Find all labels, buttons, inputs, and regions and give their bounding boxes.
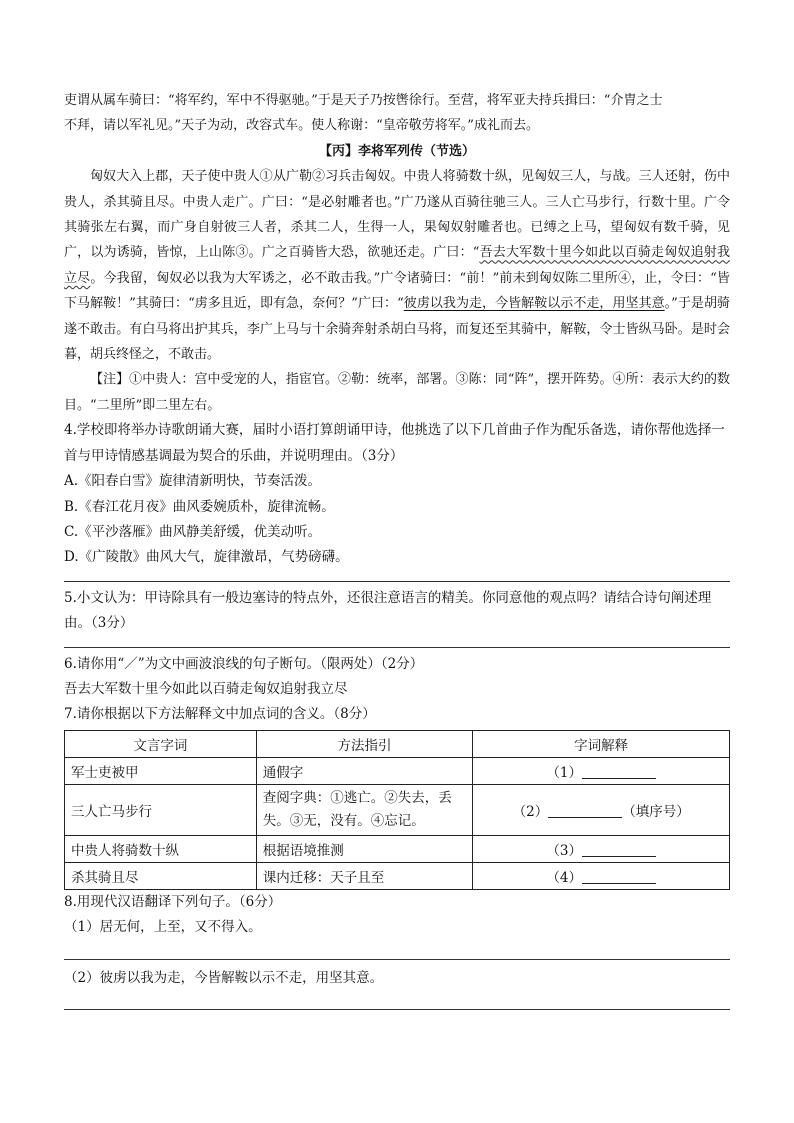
question-8-answer-line-1[interactable] — [64, 941, 730, 960]
question-4-option-d: D.《广陵散》曲风大气，旋律激昂，气势磅礴。 — [64, 549, 349, 566]
question-6-stem: 6.请你用“／”为文中画波浪线的句子断句。（限两处）（2分） — [64, 655, 424, 672]
row3-answer — [473, 835, 730, 862]
question-4-answer-line[interactable] — [64, 571, 730, 582]
wavy-underlined-sentence: 吾去大军数十里今如此以百骑走匈奴追射我立尽 — [64, 245, 730, 286]
passage-yi-line1: 吏谓从属车骑曰：“将军约，军中不得驱驰。”于是天子乃按辔徐行。至营，将军亚夫持兵揖曰：“介胄之士 — [64, 93, 663, 108]
question-4-option-b: B.《春江花月夜》曲风委婉质朴，旋律流畅。 — [64, 498, 335, 515]
question-7-stem: 7.请你根据以下方法解释文中加点词的含义。（8分） — [64, 706, 376, 723]
question-4-option-c: C.《平沙落雁》曲风静美舒缓，优美动听。 — [64, 523, 322, 540]
passage-yi-line2: 不拜，请以军礼见。”天子为动，改容式车。使人称谢：“皇帝敬劳将军。”成礼而去。 — [64, 118, 539, 134]
row3-word: 中贵人将骑数十纵 — [65, 835, 257, 862]
row3-answer-blank[interactable] — [582, 842, 656, 857]
row1-word: 军士吏被甲 — [65, 757, 257, 784]
table-row — [65, 757, 730, 784]
row2-method: 查阅字典：①逃亡。②失去，丢失。③无，没有。④忘记。 — [256, 784, 473, 835]
row4-method: 课内迁移：天子且至 — [256, 862, 473, 889]
row2-answer-label: （2） — [512, 803, 549, 820]
row2-word: 三人亡马步行 — [65, 784, 257, 835]
passage-bing-text — [64, 164, 730, 367]
row3-method: 根据语境推测 — [256, 835, 473, 862]
passage-bing-title: 【丙】李将军列传（节选） — [318, 143, 475, 159]
passage-note: 【注】①中贵人：宫中受宠的人，指宦官。②勒：统率，部署。③陈：同“阵”，摆开阵势。④所：表示大约的数目。“二里所”即二里左右。 — [64, 372, 730, 413]
row1-answer — [473, 757, 730, 784]
row4-answer-blank[interactable] — [582, 869, 656, 884]
row1-method: 通假字 — [256, 757, 473, 784]
underlined-sentence: 彼虏以我为走，今皆解鞍以示不走，用坚其意 — [403, 296, 665, 312]
passage-bing-part-a: 匈奴大入上郡，天子使中贵人①从广勒②习兵击匈奴。中贵人将骑数十纵，见匈奴三人，与战。三人还射，伤中贵人，杀其骑且尽。中贵人走广。广曰：“是必射雕者也。”广乃遂从百骑往驰三人。三人亡马步行，行数十里。广令其骑张左右翼，而广身自射彼三人者，杀其二人，生得一人，果匈奴射雕者也。已缚之上马，望匈奴有数千骑，见广，以为诱骑，皆惊，上山陈③。广之百骑皆大恐，欲驰还走。广曰：“ — [64, 169, 730, 261]
question-8-answer-line-2[interactable] — [64, 991, 730, 1010]
row4-word: 杀其骑且尽 — [65, 862, 257, 889]
row2-answer-suffix: （填序号） — [622, 803, 690, 820]
question-4-stem: 4.学校即将举办诗歌朗诵大赛，届时小语打算朗诵甲诗，他挑选了以下几首曲子作为配乐备选，请你帮他选择一首与甲诗情感基调最为契合的乐曲，并说明理由。（3分） — [64, 422, 725, 464]
question-5-stem: 5.小文认为：甲诗除具有一般边塞诗的特点外，还很注意语言的精美。你同意他的观点吗？请结合诗句阐述理由。（3分） — [64, 589, 712, 632]
row3-answer-label: （3） — [546, 842, 582, 859]
page-content — [64, 88, 730, 1014]
header-word: 文言字词 — [65, 730, 257, 757]
passage-bing-part-c: 。”于是胡骑遂不敢击。有白马将出护其兵，李广上马与十余骑奔射杀胡白马将，而复还至其骑中，解鞍，令士皆纵马卧。是时会暮，胡兵终怪之，不敢击。 — [64, 296, 730, 363]
row2-answer — [473, 784, 730, 835]
question-6-sentence: 吾去大军数十里今如此以百骑走匈奴追射我立尽 — [64, 680, 348, 697]
table-row — [65, 784, 730, 835]
passage-bing-part-b: 。今我留，匈奴必以我为大军诱之，必不敢击我。”广令诸骑曰：“前！”前未到匈奴陈二里所④，止，令曰：“皆下马解鞍！”其骑曰：“虏多且近，即有急，奈何？”广曰：“ — [64, 270, 730, 312]
row4-answer — [473, 862, 730, 889]
question-8-stem: 8.用现代汉语翻译下列句子。（6分） — [64, 893, 282, 910]
table-header-row — [65, 730, 730, 757]
row1-answer-label: （1） — [546, 764, 582, 781]
header-method: 方法指引 — [256, 730, 473, 757]
row1-answer-blank[interactable] — [582, 764, 656, 779]
question-5-answer-line[interactable] — [64, 637, 730, 648]
vocab-table — [64, 730, 730, 890]
row2-answer-blank[interactable] — [548, 803, 622, 818]
table-row — [65, 862, 730, 889]
table-row — [65, 835, 730, 862]
question-8-sentence-2: （2）彼虏以我为走，今皆解鞍以示不走，用坚其意。 — [64, 969, 384, 986]
header-explanation: 字词解释 — [473, 730, 730, 757]
question-4-option-a: A.《阳春白雪》旋律清新明快，节奏活泼。 — [64, 473, 322, 490]
row4-answer-label: （4） — [546, 869, 582, 886]
question-8-sentence-1: （1）居无何，上至，又不得入。 — [64, 919, 262, 936]
